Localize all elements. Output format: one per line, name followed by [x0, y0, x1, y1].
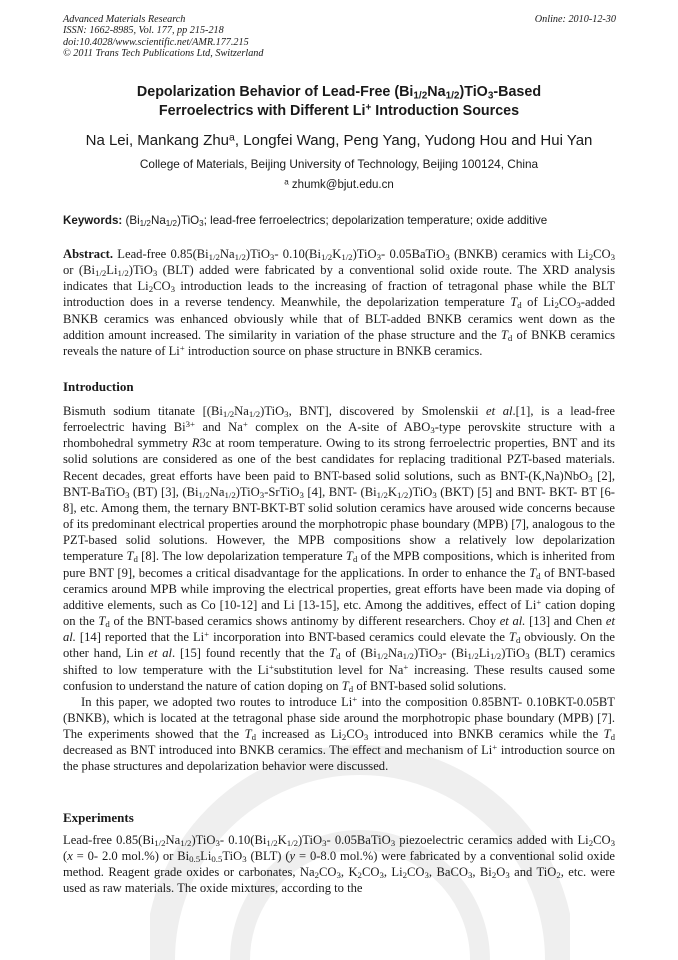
keywords-label: Keywords: — [63, 214, 123, 227]
experiments-paragraph-1: Lead-free $0.85(Bi_{1/2}Na_{1/2})TiO_3-$ $0.10(Bi_{1/2}K_{1/2})TiO_3-$ 0.05BaTiO$_3$ piezoelectric ceramics added with $Li_2CO_3$ (x = 0- 2.0 mol.%) or $Bi_{0.5}Li_{0.5}TiO_3$ (BLT) (y = 0-8.0 mol.%) were fabricated by a conventional solid oxide method. Reagent grade oxides or carbonates, $Na_2CO_3$, $K_2CO_3$, $Li_2CO_3$, BaCO$_3$, $Bi_2O_3$ and TiO$_2$, etc. were used as raw materials. The oxide mixtures, according to the — [63, 833, 615, 896]
journal-header — [63, 14, 616, 60]
author-email: $^a$ zhumk@bjut.edu.cn — [284, 177, 394, 191]
keywords: Keywords: $(Bi_{1/2}Na_{1/2})TiO_3$; lead-free ferroelectrics; depolarization temperature; oxide additive — [63, 214, 548, 229]
introduction-heading: Introduction — [63, 379, 134, 394]
journal-name: Advanced Materials Research — [63, 14, 186, 25]
experiments-body — [63, 832, 615, 897]
title-line-1: Depolarization Behavior of Lead-Free $(Bi_{1/2}Na_{1/2})TiO_3$-Based — [136, 84, 542, 102]
title-line-2: Ferroelectrics with Different Li+ Introduction Sources — [158, 102, 520, 119]
introduction-paragraph-1: Bismuth sodium titanate [$(Bi_{1/2}Na_{1/2})TiO_3$, BNT], discovered by Smolenskii et al.[1], is a lead-free ferroelectric having $Bi^{3+}$ and Na+ complex on the A-site of $ABO_3$-type perovskite structure with a rhombohedral symmetry R3c at room temperature. Owing to its strong ferroelectric properties, BNT and its solid solutions are considered as one of the best candidates for replacing traditional PZT-based materials. Recent decades, great efforts have been paid to BNT-based solid solutions, such as BNT-(K,Na)NbO$_3$ [2], BNT-BaTiO$_3$ (BT) [3], $(Bi_{1/2}Na_{1/2})TiO_3-SrTiO_3$ [4], BNT- $(Bi_{1/2}K_{1/2})TiO_3$ (BKT) [5] and BNT- BKT- BT [6-8], etc. Among them, the ternary BNT-BKT-BT solid solution ceramics have aroused wide concerns because of its predominant electrical properties around the morphotropic phase boundary (MPB) [7], analogous to the PZT-based solid solutions. However, the MPB compositions show a relatively low depolarization temperature $T_d$ [8]. The low depolarization temperature $T_d$ of the MPB compositions, which is inherited from pure BNT [9], becomes a critical disadvantage for the applications. In order to enhance the $T_d$ of BNT-based ceramics around MPB while improving the electrical properties, great efforts have been made via doping of additive elements, such as Co [10-12] and Li [13-15], etc. Among the additives, effect of Li+ cation doping on the $T_d$ of the BNT-based ceramics shows antinomy by different researchers. Choy et al. [13] and Chen et al. [14] reported that the Li+ incorporation into BNT-based ceramics could elevate the $T_d$ obviously. On the other hand, Lin et al. [15] found recently that the $T_d$ of $(Bi_{1/2}Na_{1/2})TiO_3-$ $(Bi_{1/2}Li_{1/2})TiO_3$ (BLT) ceramics shifted to low temperature with the Li+substitution level for Na+ increasing. These results caused some confusion to understand the nature of cation doping on $T_d$ of BNT-based solid solutions. — [63, 404, 616, 694]
author-list: Na Lei, Mankang Zhu$^a$, Longfei Wang, Peng Yang, Yudong Hou and Hui Yan — [85, 131, 593, 149]
introduction-body — [63, 403, 615, 775]
abstract-text: Lead-free $0.85(Bi_{1/2}Na_{1/2})TiO_3-$ $0.10(Bi_{1/2}K_{1/2})TiO_3-$ 0.05BaTiO$_3$ (BNKB) ceramics with $Li_2CO_3$ or $(Bi_{1/2}Li_{1/2})TiO_3$ (BLT) added were fabricated by a conventional solid oxide route. The XRD analysis indicates that $Li_2CO_3$ introduction leads to the increasing of fraction of tetragonal phase while the BLT introduction does in a reverse tendency. Meanwhile, the depolarization temperature $T_d$ of $Li_2CO_3$-added BNKB ceramics was enhanced obviously while that of BLT-added BNKB ceramics went down as the addition amount increased. The similarity in variation of the phase structure and the $T_d$ of BNKB ceramics reveals the nature of Li+ introduction source on phase structure in BNKB ceramics. — [63, 247, 616, 358]
copyright-line: © 2011 Trans Tech Publications Ltd, Switzerland — [63, 48, 264, 60]
issn-line: ISSN: 1662-8985, Vol. 177, pp 215-218 — [63, 25, 224, 37]
paper-title — [60, 83, 618, 121]
doi-line: doi:10.4028/www.scientific.net/AMR.177.215 — [63, 36, 249, 48]
experiments-heading: Experiments — [63, 810, 134, 825]
abstract-label: Abstract. — [63, 247, 114, 261]
introduction-paragraph-2: In this paper, we adopted two routes to introduce Li+ into the composition 0.85BNT- 0.10BKT-0.05BT (BNKB), which is located at the tetragonal phase side around the morphotropic phase boundary (MPB) [7]. The experiments showed that the $T_d$ increased as $Li_2CO_3$ introduced into BNKB ceramics while the $T_d$ decreased as BNT introduced into BNKB ceramics. The effect and mechanism of Li+ introduction source on the phase structures and depolarization behavior were discussed. — [63, 693, 616, 774]
abstract — [63, 246, 615, 359]
online-date: Online: 2010-12-30 — [534, 14, 616, 25]
affiliation: College of Materials, Beijing University of Technology, Beijing 100124, China — [139, 157, 539, 171]
